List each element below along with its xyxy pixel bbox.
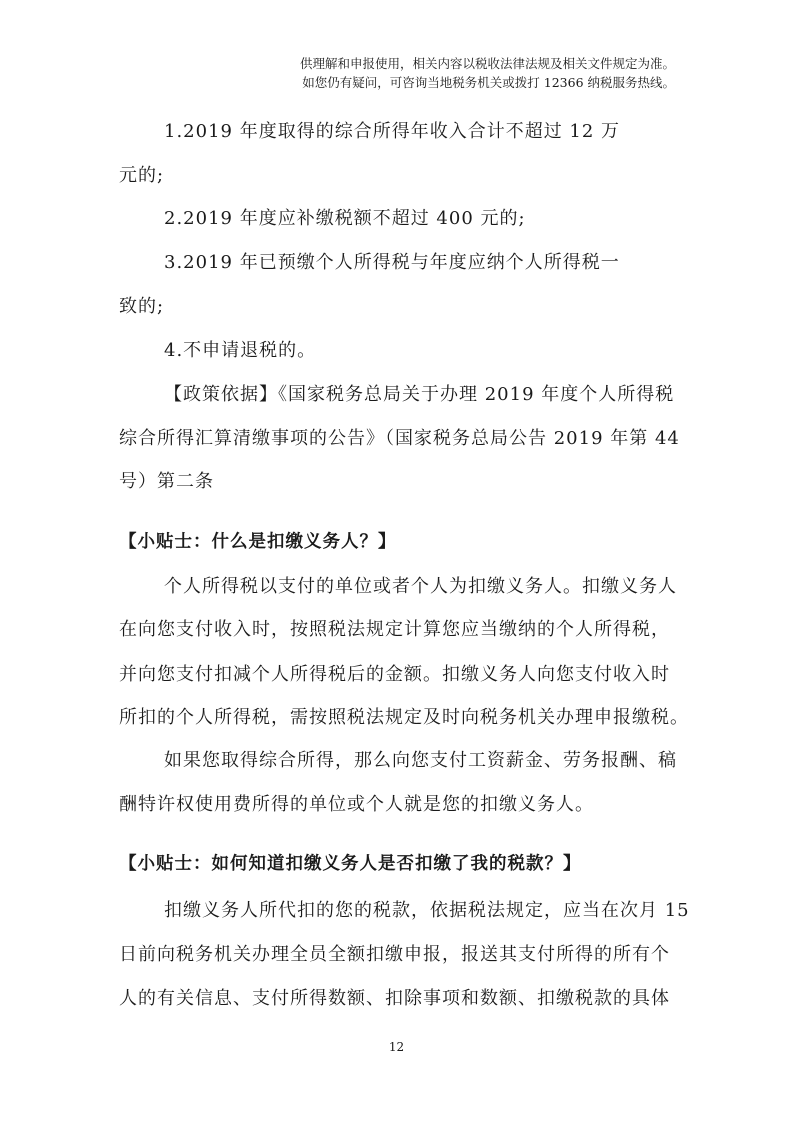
page-number: 12 (388, 1040, 405, 1054)
tip-heading: 【小贴士：如何知道扣缴义务人是否扣缴了我的税款？】 (119, 854, 582, 874)
condition-item-3: 3.2019 年已预缴个人所得税与年度应纳个人所得税一 (164, 252, 620, 273)
tip-paragraph-line: 如果您取得综合所得，那么向您支付工资薪金、劳务报酬、稿 (164, 750, 677, 771)
tip-paragraph-line: 人的有关信息、支付所得数额、扣除事项和数额、扣缴税款的具体 (119, 988, 670, 1009)
tip-paragraph-line: 酬特许权使用费所得的单位或个人就是您的扣缴义务人。 (119, 794, 594, 815)
policy-basis-line: 综合所得汇算清缴事项的公告》（国家税务总局公告 2019 年第 44 (119, 428, 680, 449)
condition-item-4: 4.不申请退税的。 (164, 340, 317, 361)
tip-paragraph-line: 扣缴义务人所代扣的您的税款，依据税法规定，应当在次月 15 (164, 900, 690, 921)
policy-basis-line: 号）第二条 (119, 471, 214, 492)
policy-basis-line: 【政策依据】《国家税务总局关于办理 2019 年度个人所得税 (164, 384, 675, 405)
header-note-line: 供理解和申报使用，相关内容以税收法律法规及相关文件规定为准。 (299, 56, 675, 71)
tip-paragraph-line: 所扣的个人所得税，需按照税法规定及时向税务机关办理申报缴税。 (119, 707, 689, 728)
header-note-line: 如您仍有疑问，可咨询当地税务机关或拨打 12366 纳税服务热线。 (302, 75, 675, 90)
condition-item-3-continued: 致的; (119, 296, 165, 317)
tip-paragraph-line: 日前向税务机关办理全员全额扣缴申报，报送其支付所得的所有个 (119, 944, 670, 965)
tip-paragraph-line: 在向您支付收入时，按照税法规定计算您应当缴纳的个人所得税， (119, 619, 670, 640)
condition-item-1: 1.2019 年度取得的综合所得年收入合计不超过 12 万 (164, 121, 621, 142)
condition-item-1-continued: 元的; (119, 165, 165, 186)
tip-paragraph-line: 并向您支付扣减个人所得税后的金额。扣缴义务人向您支付收入时 (119, 664, 670, 685)
tip-paragraph-line: 个人所得税以支付的单位或者个人为扣缴义务人。扣缴义务人 (164, 576, 677, 597)
tip-heading: 【小贴士：什么是扣缴义务人？】 (119, 532, 397, 552)
condition-item-2: 2.2019 年度应补缴税额不超过 400 元的; (164, 208, 526, 229)
